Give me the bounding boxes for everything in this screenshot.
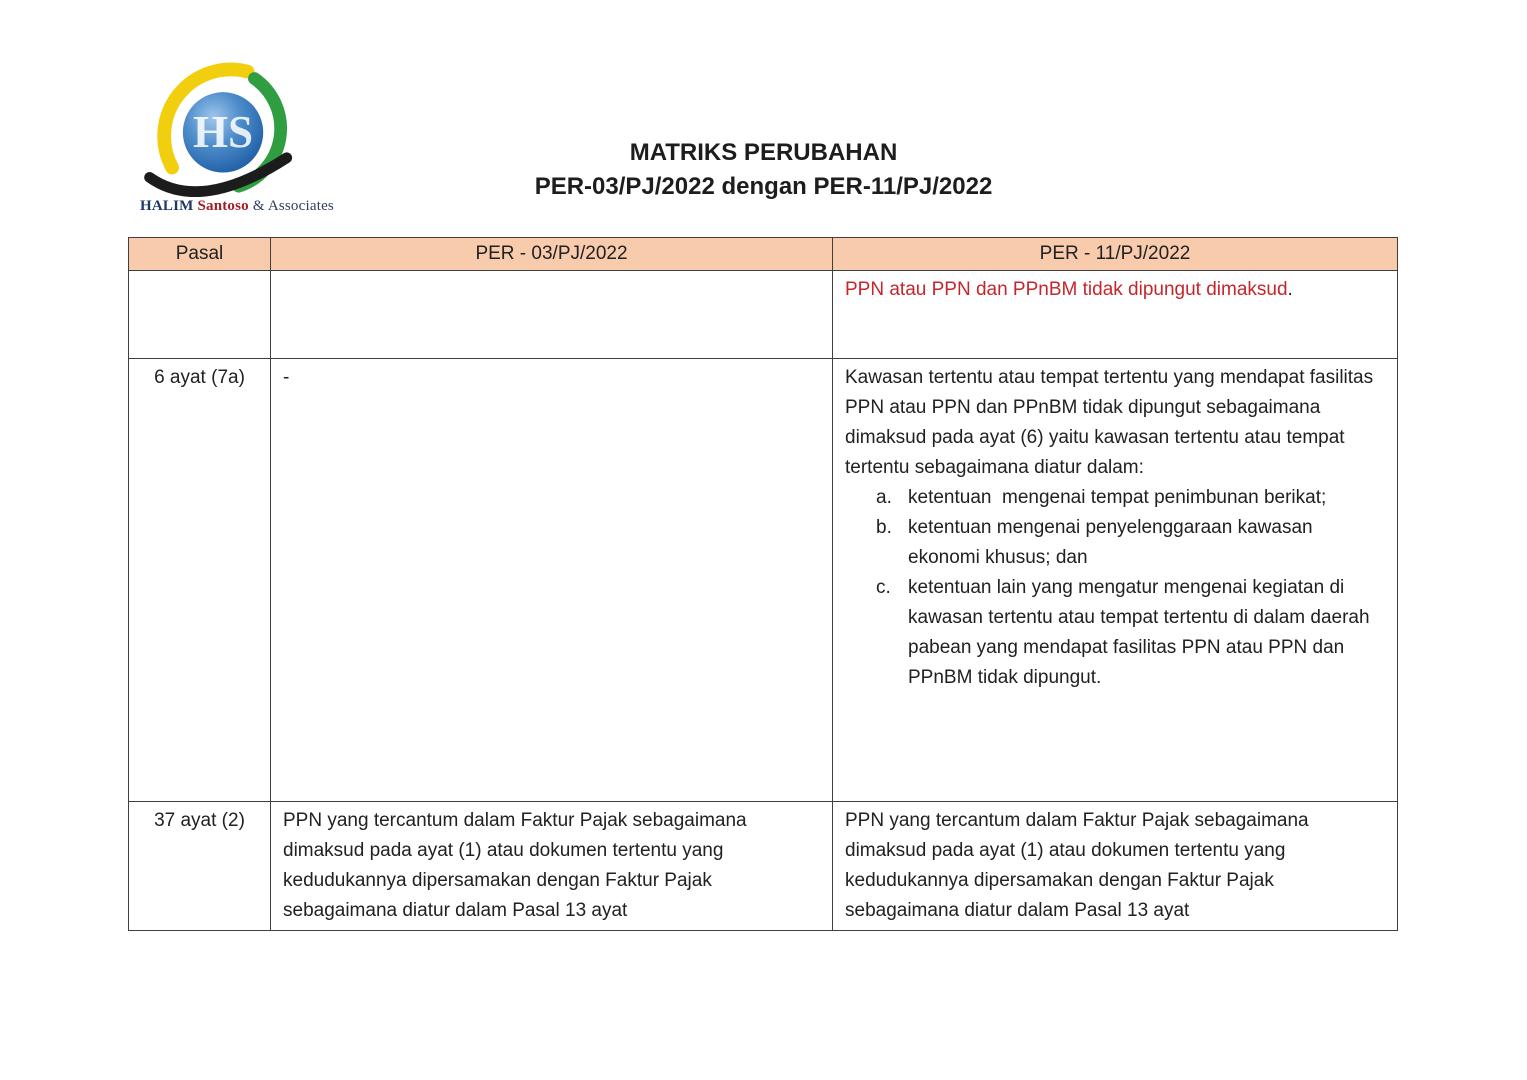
list-marker: b. — [876, 517, 892, 538]
table-row-37-ayat-2 — [129, 802, 1398, 931]
sentence-period: . — [1287, 279, 1293, 300]
list-item — [876, 513, 1385, 573]
table-header-row — [129, 238, 1398, 271]
logo-text-halim: HALIM — [140, 198, 194, 214]
logo-text-santoso: Santoso — [197, 198, 249, 214]
logo-text-associates: & Associates — [248, 198, 334, 214]
cell-pasal-6-ayat-7a: 6 ayat (7a) — [129, 359, 271, 802]
list-item-text: ketentuan mengenai tempat penimbunan berikat; — [908, 487, 1327, 508]
cell-per11-6-ayat-7a — [833, 359, 1398, 802]
header-per03: PER - 03/PJ/2022 — [271, 238, 833, 271]
cell-per03-empty — [271, 271, 833, 359]
table-row-6-ayat-7a — [129, 359, 1398, 802]
cell-per03-6-ayat-7a: - — [271, 359, 833, 802]
list-marker: c. — [876, 577, 891, 598]
header-pasal: Pasal — [129, 238, 271, 271]
per11-intro-paragraph: Kawasan tertentu atau tempat tertentu yang mendapat fasilitas PPN atau PPN dan PPnBM tidak dipungut sebagaimana dimaksud pada ayat (6) yaitu kawasan tertentu atau tempat tertentu sebagaimana diatur dalam: — [845, 367, 1374, 478]
list-item-text: ketentuan lain yang mengatur mengenai kegiatan di kawasan tertentu atau tempat tertentu di dalam daerah pabean yang mendapat fasilitas PPN atau PPN dan PPnBM tidak dipungut. — [908, 577, 1375, 688]
red-changed-text: PPN atau PPN dan PPnBM tidak dipungut dimaksud — [845, 279, 1288, 300]
list-item — [876, 483, 1385, 513]
table-row-continuation — [129, 271, 1398, 359]
cell-per03-37-ayat-2: PPN yang tercantum dalam Faktur Pajak sebagaimana dimaksud pada ayat (1) atau dokumen tertentu yang kedudukannya dipersamakan dengan Faktur Pajak sebagaimana diatur dalam Pasal 13 ayat — [271, 802, 833, 931]
cell-pasal-empty — [129, 271, 271, 359]
comparison-table — [128, 237, 1398, 931]
logo-monogram: HS — [193, 107, 254, 158]
cell-pasal-37-ayat-2: 37 ayat (2) — [129, 802, 271, 931]
per11-ordered-list — [876, 483, 1385, 693]
cell-per11-37-ayat-2: PPN yang tercantum dalam Faktur Pajak sebagaimana dimaksud pada ayat (1) atau dokumen tertentu yang kedudukannya dipersamakan dengan Faktur Pajak sebagaimana diatur dalam Pasal 13 ayat — [833, 802, 1398, 931]
page-title-line1: MATRIKS PERUBAHAN — [629, 139, 898, 166]
page-title-line2: PER-03/PJ/2022 dengan PER-11/PJ/2022 — [534, 173, 993, 200]
list-item — [876, 573, 1385, 693]
cell-per11-continuation — [833, 271, 1398, 359]
list-marker: a. — [876, 487, 892, 508]
header-per11: PER - 11/PJ/2022 — [833, 238, 1398, 271]
list-item-text: ketentuan mengenai penyelenggaraan kawasan ekonomi khusus; dan — [908, 517, 1318, 568]
page-title — [0, 136, 1527, 204]
